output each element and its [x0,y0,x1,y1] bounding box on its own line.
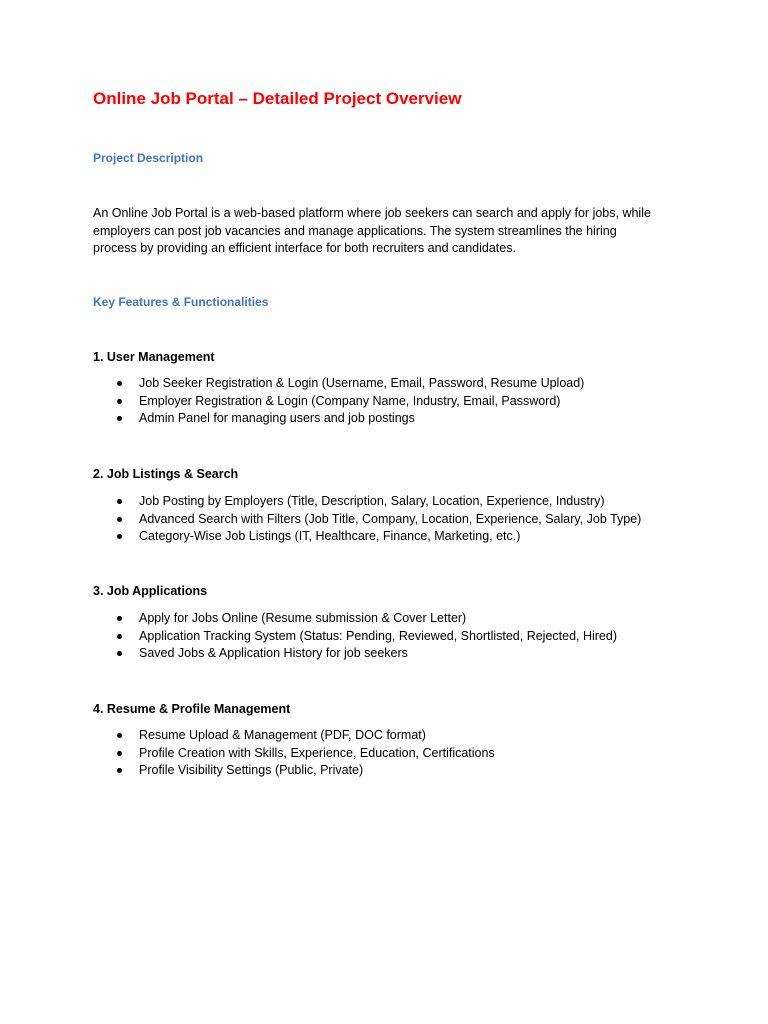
section-heading-job-applications: 3. Job Applications [93,584,208,598]
document-title: Online Job Portal – Detailed Project Overview [93,89,462,108]
list-item-text: Profile Visibility Settings (Public, Private) [139,763,364,778]
bullet-icon [117,499,122,504]
section-heading-job-listings: 2. Job Listings & Search [93,467,239,481]
paragraph-line: An Online Job Portal is a web-based platform where job seekers can search and apply for jobs, while [93,206,651,220]
paragraph-line: employers can post job vacancies and manage applications. The system streamlines the hiring [93,223,617,238]
bullet-icon [117,616,122,621]
project-description-paragraph [93,205,683,258]
bullet-icon [117,751,122,756]
bullet-icon [117,634,122,639]
list-item [115,745,495,763]
list-item [115,511,641,529]
list-item [115,727,495,745]
bullet-icon [117,517,122,522]
job-applications-list [115,610,617,663]
list-item [115,610,617,628]
bullet-icon [117,399,122,404]
list-item-text: Employer Registration & Login (Company Name, Industry, Email, Password) [139,393,561,408]
job-listings-list [115,493,641,546]
bullet-icon [117,416,122,421]
list-item-text: Application Tracking System (Status: Pending, Reviewed, Shortlisted, Rejected, Hired) [139,628,618,643]
list-item-text: Saved Jobs & Application History for job seekers [139,646,408,661]
paragraph-line: process by providing an efficient interface for both recruiters and candidates. [93,241,516,255]
list-item [115,645,617,663]
list-item-text: Advanced Search with Filters (Job Title, Company, Location, Experience, Salary, Job Type) [139,511,642,526]
list-item [115,528,641,546]
bullet-icon [117,651,122,656]
bullet-icon [117,534,122,539]
section-heading-resume-profile: 4. Resume & Profile Management [93,702,291,716]
resume-profile-list [115,727,495,780]
list-item [115,628,617,646]
bullet-icon [117,768,122,773]
list-item-text: Job Posting by Employers (Title, Description, Salary, Location, Experience, Industry) [139,494,605,508]
section-heading-user-management: 1. User Management [93,350,215,364]
list-item-text: Admin Panel for managing users and job postings [139,411,415,426]
list-item-text: Apply for Jobs Online (Resume submission & Cover Letter) [139,611,467,625]
list-item-text: Resume Upload & Management (PDF, DOC format) [139,728,426,742]
list-item [115,410,584,428]
key-features-heading: Key Features & Functionalities [93,295,269,309]
list-item [115,393,584,411]
list-item [115,493,641,511]
list-item [115,762,495,780]
user-management-list [115,375,584,428]
list-item-text: Category-Wise Job Listings (IT, Healthcare, Finance, Marketing, etc.) [139,529,521,544]
bullet-icon [117,733,122,738]
list-item [115,375,584,393]
list-item-text: Job Seeker Registration & Login (Username, Email, Password, Resume Upload) [139,376,585,390]
list-item-text: Profile Creation with Skills, Experience, Education, Certifications [139,745,495,760]
bullet-icon [117,381,122,386]
project-description-heading: Project Description [93,151,204,165]
